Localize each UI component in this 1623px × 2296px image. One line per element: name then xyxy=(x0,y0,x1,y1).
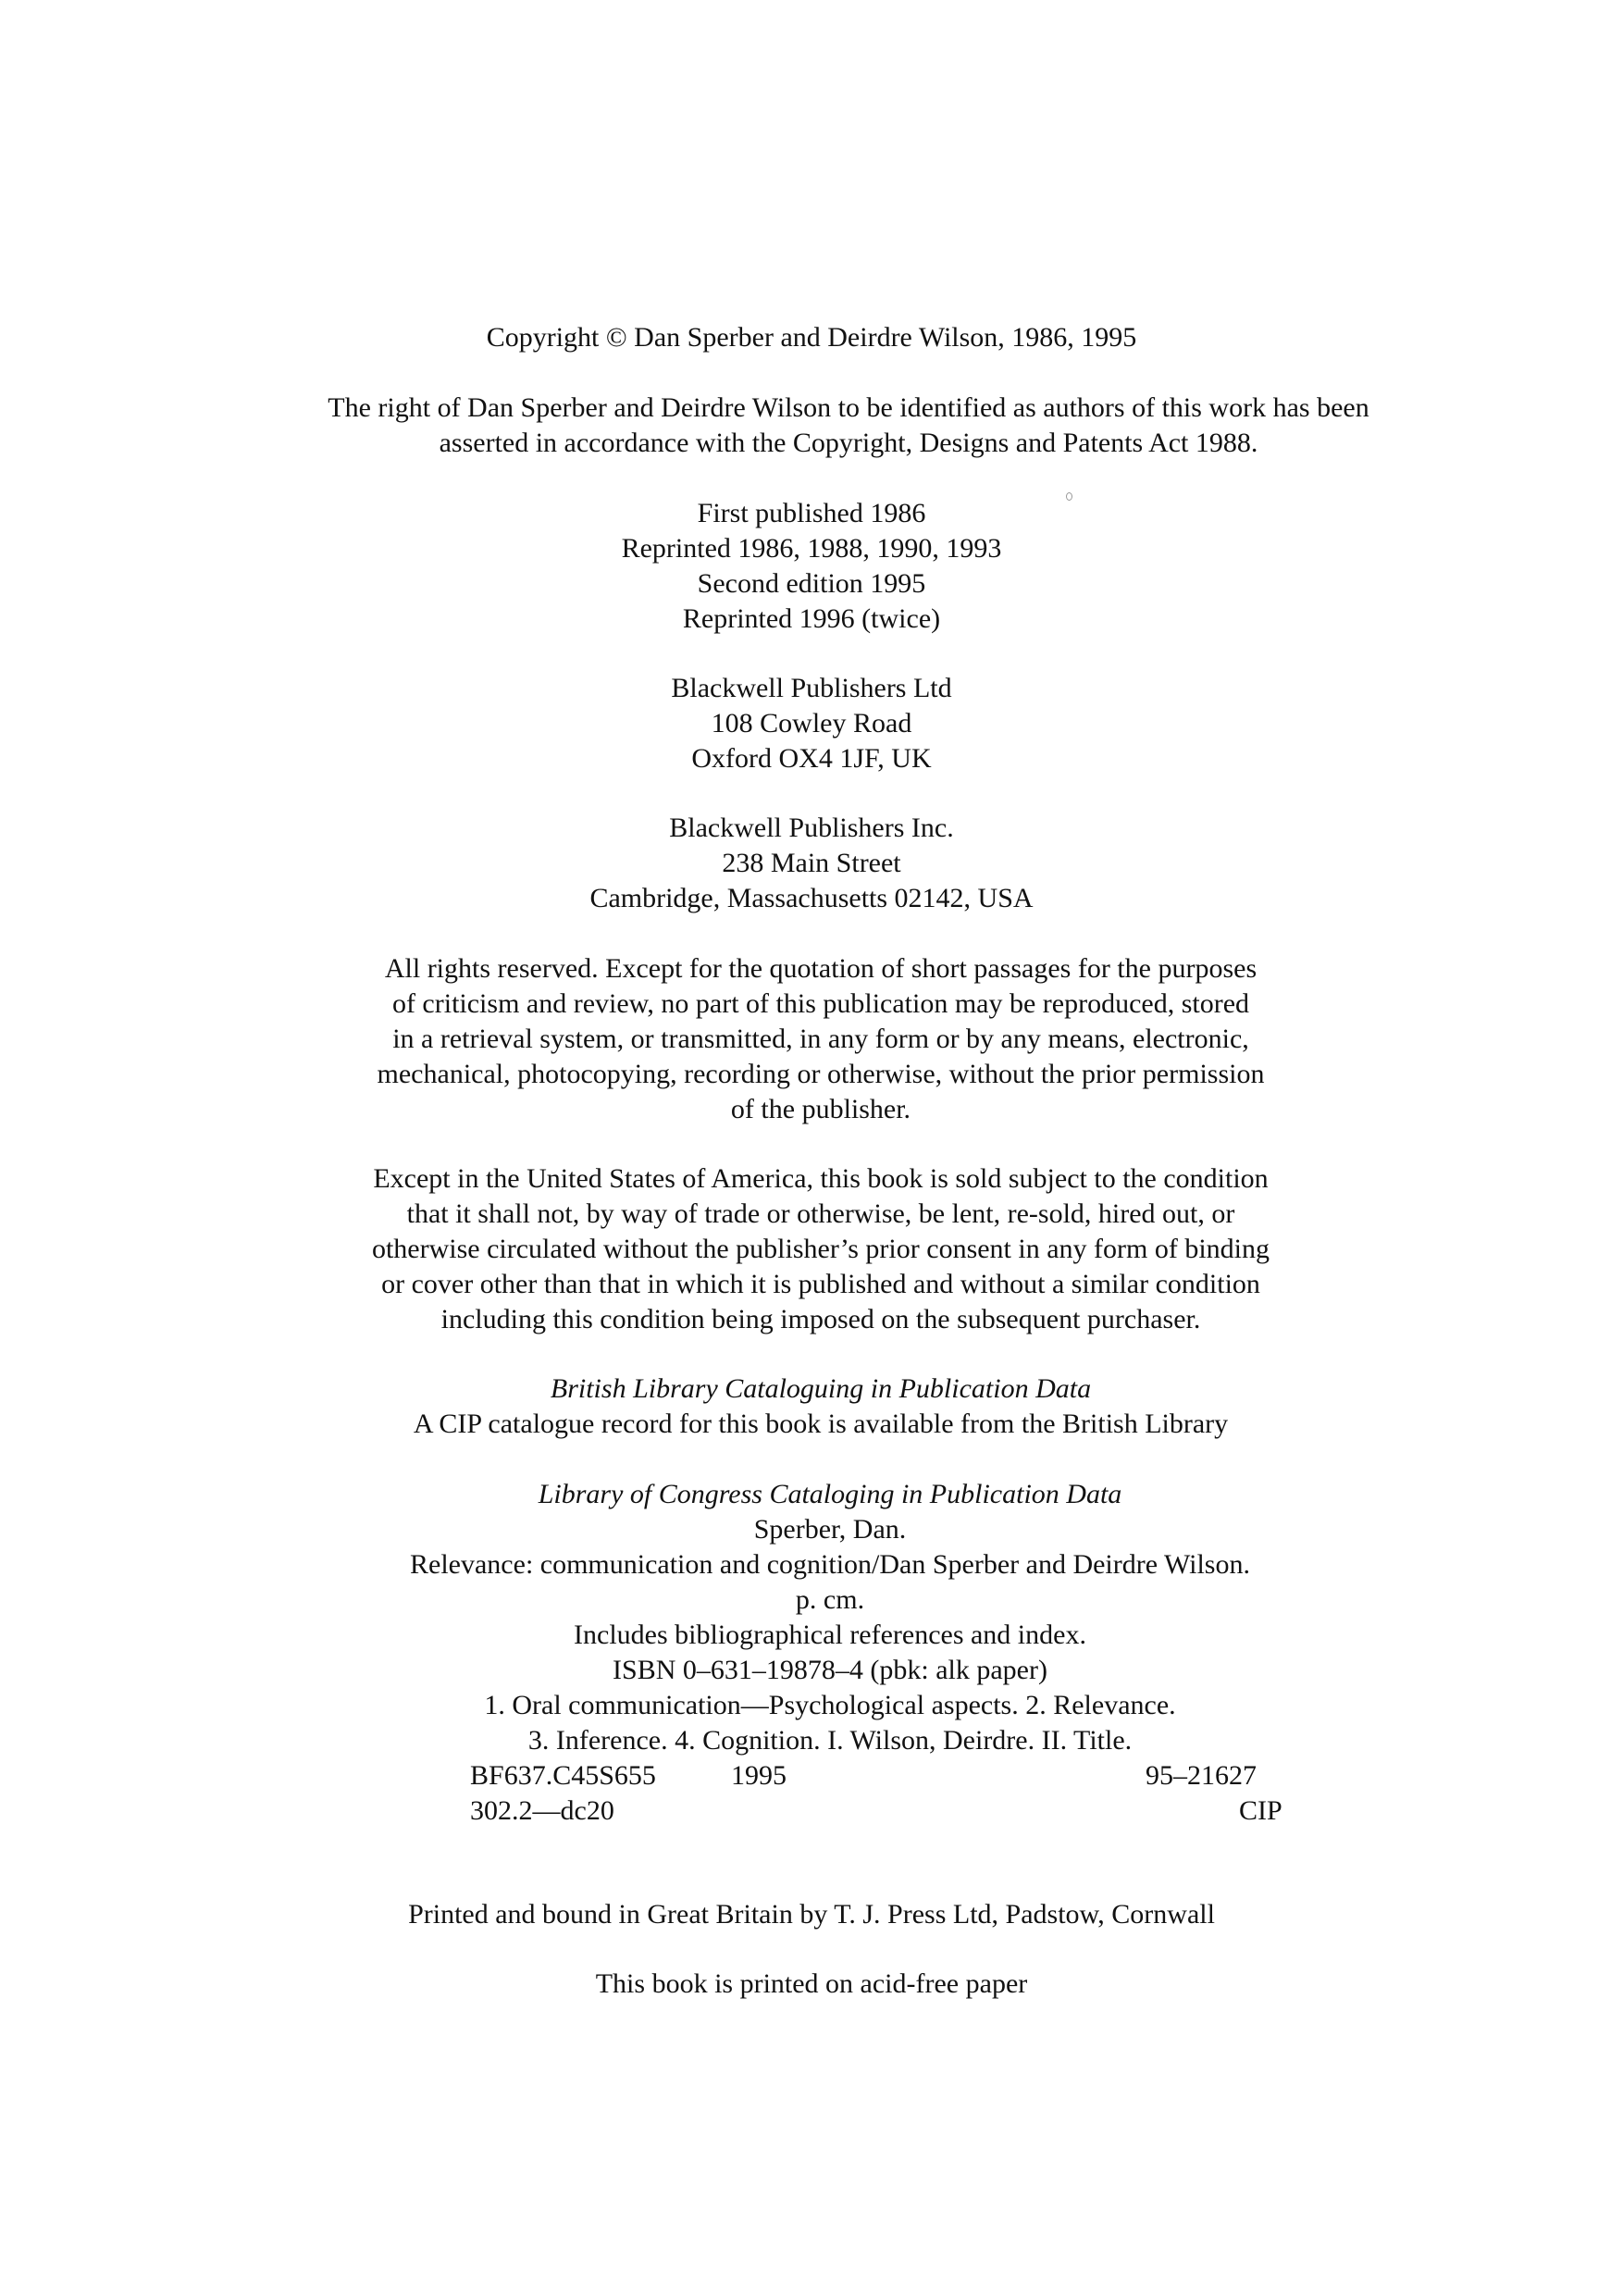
rights-line: All rights reserved. Except for the quotation of short passages for the purposes xyxy=(384,953,1258,984)
call-number: BF637.C45S655 xyxy=(470,1760,656,1791)
bl-cip-heading: British Library Cataloguing in Publication Data xyxy=(550,1373,1092,1404)
loc-cip-line: Sperber, Dan. xyxy=(753,1514,907,1545)
loc-cip-line: Relevance: communication and cognition/Dan Sperber and Deirdre Wilson. xyxy=(410,1549,1250,1580)
rights-line: mechanical, photocopying, recording or otherwise, without the prior permission xyxy=(377,1059,1265,1089)
copyright-notice xyxy=(0,320,1623,355)
all-rights-reserved-statement xyxy=(9,951,1623,1127)
publication-history xyxy=(0,496,1623,637)
address-line: Blackwell Publishers Inc. xyxy=(669,813,954,843)
history-line: Second edition 1995 xyxy=(697,568,926,599)
cip-label: CIP xyxy=(1239,1795,1282,1826)
address-line: Cambridge, Massachusetts 02142, USA xyxy=(589,883,1034,913)
history-line: Reprinted 1986, 1988, 1990, 1993 xyxy=(621,533,1002,564)
moral-rights-line: The right of Dan Sperber and Deirdre Wilson to be identified as authors of this work has been xyxy=(328,392,1369,423)
lccn: 95–21627 xyxy=(1146,1760,1257,1791)
paper-notice xyxy=(0,1967,1623,2002)
moral-rights-line: asserted in accordance with the Copyright, Designs and Patents Act 1988. xyxy=(439,428,1258,458)
rights-line: in a retrieval system, or transmitted, in any form or by any means, electronic, xyxy=(392,1024,1249,1054)
history-line: Reprinted 1996 (twice) xyxy=(682,603,941,634)
condition-line: or cover other than that in which it is published and without a similar condition xyxy=(381,1269,1260,1299)
loc-cip-line: Includes bibliographical references and index. xyxy=(574,1620,1086,1650)
loc-cip-line: 3. Inference. 4. Cognition. I. Wilson, Deirdre. II. Title. xyxy=(527,1725,1133,1756)
loc-cip-heading: Library of Congress Cataloging in Publication Data xyxy=(538,1479,1122,1509)
uk-publisher-address xyxy=(0,671,1623,776)
paper-text: This book is printed on acid-free paper xyxy=(595,1968,1028,1999)
copyright-text: Copyright © Dan Sperber and Deirdre Wilson, 1986, 1995 xyxy=(486,322,1137,353)
moral-rights-statement xyxy=(37,391,1623,461)
printer-notice xyxy=(0,1897,1623,1932)
rights-line: of criticism and review, no part of this publication may be reproduced, stored xyxy=(391,988,1250,1019)
condition-line: Except in the United States of America, this book is sold subject to the condition xyxy=(373,1163,1269,1194)
british-library-cip xyxy=(9,1371,1623,1442)
loc-cip-line: ISBN 0–631–19878–4 (pbk: alk paper) xyxy=(613,1655,1047,1685)
address-line: Blackwell Publishers Ltd xyxy=(671,673,952,703)
us-publisher-address xyxy=(0,811,1623,916)
address-line: 108 Cowley Road xyxy=(711,708,912,738)
address-line: Oxford OX4 1JF, UK xyxy=(691,743,932,774)
printer-text: Printed and bound in Great Britain by T. J. Press Ltd, Padstow, Cornwall xyxy=(408,1899,1215,1930)
loc-cip-line: p. cm. xyxy=(795,1584,865,1615)
loc-cip-line: 1. Oral communication—Psychological aspects. 2. Relevance. xyxy=(484,1690,1176,1720)
bl-cip-text: A CIP catalogue record for this book is available from the British Library xyxy=(413,1409,1229,1439)
address-line: 238 Main Street xyxy=(722,848,901,878)
rights-line: of the publisher. xyxy=(730,1094,911,1124)
history-line: First published 1986 xyxy=(697,498,926,528)
classification-year: 1995 xyxy=(731,1760,787,1791)
condition-line: otherwise circulated without the publisher’s prior consent in any form of binding xyxy=(371,1234,1270,1264)
condition-line: including this condition being imposed on the subsequent purchaser. xyxy=(440,1304,1201,1334)
dewey-number: 302.2—dc20 xyxy=(470,1795,614,1826)
condition-line: that it shall not, by way of trade or otherwise, be lent, re-sold, hired out, or xyxy=(406,1198,1235,1229)
library-of-congress-cip xyxy=(19,1477,1623,1758)
sale-condition-statement xyxy=(9,1161,1623,1337)
